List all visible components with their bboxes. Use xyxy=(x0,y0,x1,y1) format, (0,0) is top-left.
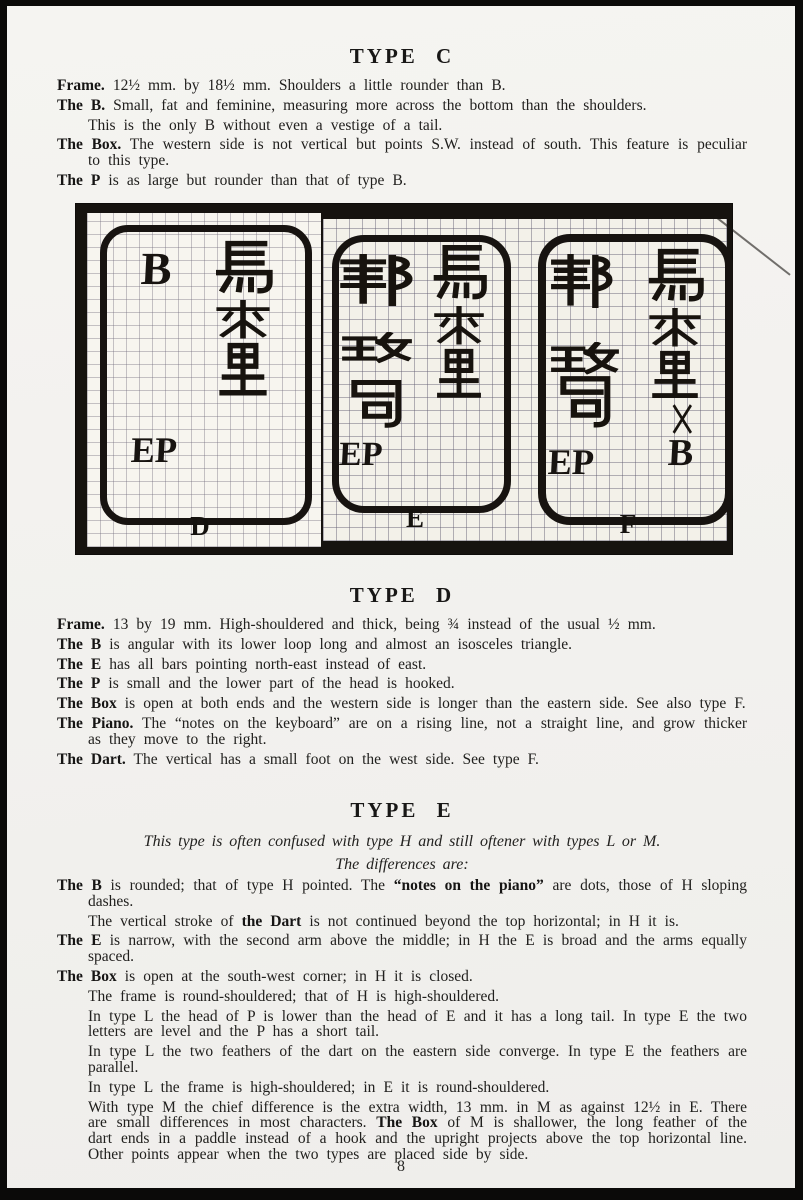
paragraph-the-dart xyxy=(57,752,747,768)
paragraph-lead: Frame. xyxy=(57,77,105,94)
paragraph-text: The vertical has a small foot on the west side. See type F. xyxy=(125,750,539,768)
paragraph-lead: The B xyxy=(57,877,102,894)
char-li-glyph xyxy=(433,348,485,402)
paragraph-the-b xyxy=(57,878,747,910)
section-type-d xyxy=(57,583,747,771)
section-type-c xyxy=(57,44,747,193)
heading-type-c: TYPE C xyxy=(349,44,455,68)
paragraph-the-box xyxy=(57,696,747,712)
chop-label-d: D xyxy=(190,511,210,541)
paragraph-text: is small and the lower part of the head is hooked. xyxy=(100,675,455,693)
paragraph-text: The “notes on the keyboard” are on a rising line, not a straight line, and grow thicker as they move to the right. xyxy=(88,714,748,748)
char-li-glyph xyxy=(648,350,702,402)
paragraph-frame-shoulders: The frame is round-shouldered; that of H is high-shouldered. xyxy=(88,987,499,1005)
char-b: B xyxy=(139,243,174,294)
chop-d xyxy=(100,225,312,525)
paragraph-frame xyxy=(57,617,747,633)
char-li-glyph xyxy=(215,342,271,400)
paragraph-the-box xyxy=(57,969,747,985)
paragraph-bold-phrase: The Box xyxy=(376,1114,438,1132)
paragraph-the-piano xyxy=(57,716,747,748)
chop-e xyxy=(332,235,511,513)
paragraph-type-l-feathers: In type L the two feathers of the dart on the eastern side converge. In type E the feathers are parallel. xyxy=(88,1043,747,1076)
char-ju-glyph xyxy=(345,378,409,432)
paragraph-the-p xyxy=(57,676,747,692)
intro-line-1: This type is often confused with type H and still oftener with types L or M. xyxy=(143,833,661,850)
chop-f xyxy=(538,234,733,525)
char-ma-glyph xyxy=(211,240,275,298)
char-x-glyph xyxy=(668,403,696,435)
heading-type-d: TYPE D xyxy=(349,583,455,607)
char-ju-glyph xyxy=(554,374,618,432)
page-number: 8 xyxy=(397,1158,405,1175)
paragraph-text: The vertical stroke of xyxy=(88,912,242,930)
paragraph-lead: The P xyxy=(57,675,101,693)
paragraph-text: With type M the chief difference is the extra width, 13 mm. in M as against 12½ in E. There are small differences in most characters. xyxy=(88,1098,747,1132)
figure-chop-marks xyxy=(75,203,733,555)
char-b: B xyxy=(666,432,695,474)
paragraph-type-l-frame: In type L the frame is high-shouldered; in E it is round-shouldered. xyxy=(88,1078,550,1096)
paragraph-lead: The Dart. xyxy=(57,750,126,768)
paragraph-text: is not continued beyond the top horizontal; in H it is. xyxy=(301,912,679,930)
char-ma-glyph xyxy=(429,244,489,304)
paragraph-the-p xyxy=(57,173,747,189)
paragraph-lead: The Box xyxy=(57,695,117,713)
char-ma-glyph xyxy=(644,248,706,306)
intro-line-2: The differences are: xyxy=(335,856,469,873)
paragraph-the-e xyxy=(57,933,747,965)
paragraph-type-l-head: In type L the head of P is lower than the head of E and it has a long tail. In type E the two letters are level and the P has a short tail. xyxy=(88,1007,747,1041)
paragraph-lead: The B xyxy=(57,635,102,653)
paragraph-lead: The B. xyxy=(57,96,106,114)
paragraph-text: of M is shallower, the long feather of the dart ends in a paddle instead of a hook and the upright projects above the top horizontal line. Other points appear when the two types are placed side by side. xyxy=(88,1114,747,1163)
paragraph-text: is narrow, with the second arm above the middle; in H the E is broad and the arms equally spaced. xyxy=(88,932,747,966)
char-ep: EP xyxy=(546,442,596,482)
chop-label-e: E xyxy=(405,503,424,533)
paragraph-lead: The E xyxy=(57,932,102,950)
char-lai-glyph xyxy=(213,300,273,340)
char-lai-glyph xyxy=(646,308,704,348)
char-zheng-glyph xyxy=(341,332,413,376)
paragraph-lead: The Box. xyxy=(57,136,122,154)
char-you-glyph xyxy=(550,254,618,310)
char-you-glyph xyxy=(339,254,419,308)
paragraph-lead: The P xyxy=(57,171,101,189)
paragraph-text: 13 by 19 mm. High-shouldered and thick, being ¾ instead of the usual ½ mm. xyxy=(104,616,656,633)
paragraph-lead: Frame. xyxy=(57,616,105,633)
paragraph-the-b xyxy=(57,637,747,653)
paragraph-text: is open at the south-west corner; in H it is closed. xyxy=(116,967,473,985)
section-type-e xyxy=(57,798,747,1167)
paragraph-text: are dots, those of H sloping dashes. xyxy=(88,877,747,910)
paragraph-text: 12½ mm. by 18½ mm. Shoulders a little rounder than B. xyxy=(104,77,506,94)
paragraph-text: Small, fat and feminine, measuring more across the bottom than the shoulders. xyxy=(105,96,647,114)
paragraph-dart-stroke xyxy=(57,914,747,930)
paragraph-text: is angular with its lower loop long and almost an isosceles triangle. xyxy=(101,635,573,653)
paragraph-lead: The Piano. xyxy=(57,714,134,732)
char-ep: EP xyxy=(338,436,384,473)
scanned-page xyxy=(7,6,795,1188)
paragraph-text: is as large but rounder than that of type B. xyxy=(100,171,407,189)
char-ep: EP xyxy=(129,430,179,470)
paragraph-the-box xyxy=(57,137,747,169)
chop-label-f: F xyxy=(619,509,637,539)
char-lai-glyph xyxy=(431,306,487,346)
paragraph-type-m xyxy=(57,1100,747,1163)
paragraph-text: The western side is not vertical but points S.W. instead of south. This feature is peculiar to this type. xyxy=(88,136,747,170)
paragraph-bold-phrase: the Dart xyxy=(241,912,302,930)
paragraph-lead: The Box xyxy=(57,967,117,985)
paragraph-the-e xyxy=(57,657,747,673)
paragraph-text: is rounded; that of type H pointed. The xyxy=(101,877,394,894)
paragraph-lead: The E xyxy=(57,655,102,673)
paragraph-text: is open at both ends and the western side is longer than the eastern side. See also type F. xyxy=(116,695,746,713)
paragraph-text: has all bars pointing north-east instead of east. xyxy=(101,655,427,673)
paragraph-bold-phrase: “notes on the piano” xyxy=(393,877,544,894)
heading-type-e: TYPE E xyxy=(350,798,454,822)
paragraph-the-b xyxy=(57,98,747,114)
paragraph-the-b-continued: This is the only B without even a vestige of a tail. xyxy=(88,116,443,134)
paragraph-frame xyxy=(57,78,747,94)
